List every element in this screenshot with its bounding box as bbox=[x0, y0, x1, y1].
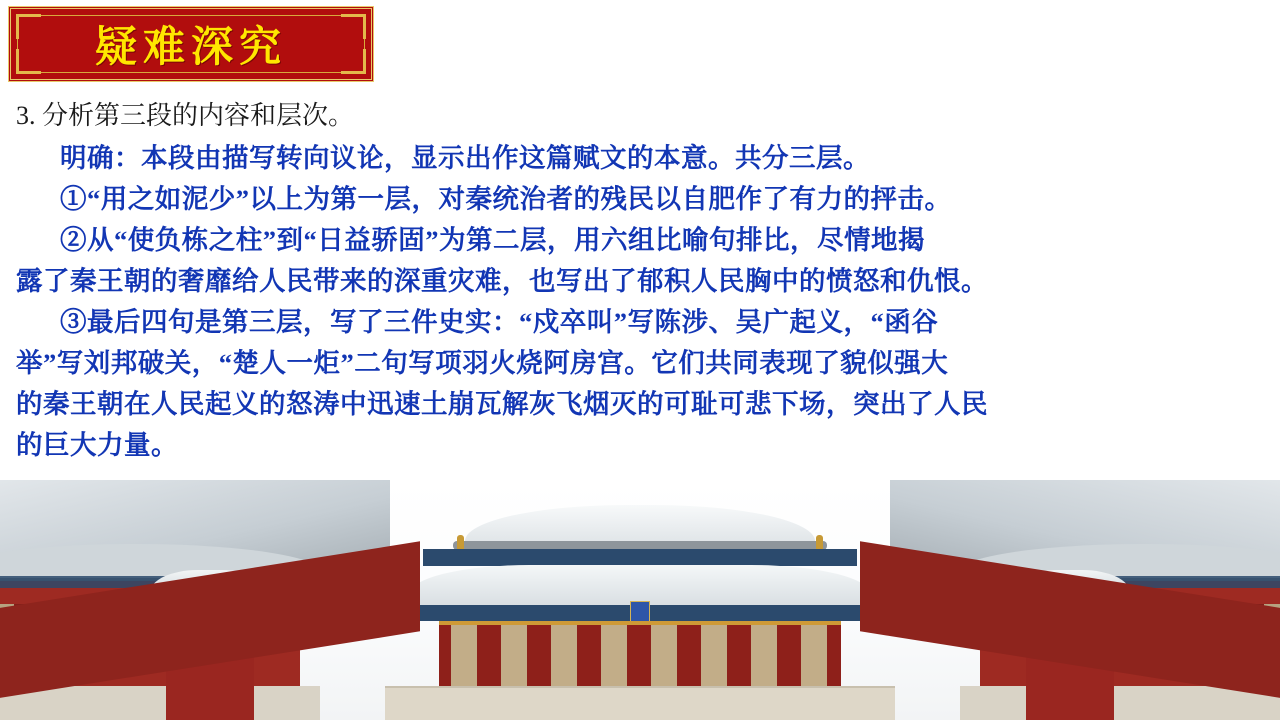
answer-line-8: 的巨大力量。 bbox=[16, 430, 178, 460]
answer-line-7: 的秦王朝在人民起义的怒涛中迅速土崩瓦解灰飞烟灭的可耻可悲下场，突出了人民 bbox=[16, 389, 988, 419]
answer-line-6: 举”写刘邦破关，“楚人一炬”二句写项羽火烧阿房宫。它们共同表现了貌似强大 bbox=[16, 348, 949, 378]
main-hall-facade bbox=[439, 621, 841, 690]
answer-line-2: ①“用之如泥少”以上为第一层，对秦统治者的残民以自肥作了有力的抨击。 bbox=[60, 184, 952, 214]
page-title: 疑难深究 bbox=[94, 25, 287, 71]
marble-terrace bbox=[385, 686, 895, 720]
answer-line-5: ③最后四句是第三层，写了三件史实：“戍卒叫”写陈涉、吴广起义，“函谷 bbox=[60, 307, 939, 337]
main-hall-upper-roof bbox=[465, 505, 815, 545]
section-title-banner bbox=[8, 6, 374, 82]
answer-line-3: ②从“使负栋之柱”到“日益骄固”为第二层，用六组比喻句排比，尽情地揭 bbox=[60, 225, 925, 255]
answer-line-1: 明确：本段由描写转向议论，显示出作这篇赋文的本意。共分三层。 bbox=[60, 143, 870, 173]
answer-line-4: 露了秦王朝的奢靡给人民带来的深重灾难，也写出了郁积人民胸中的愤怒和仇恨。 bbox=[16, 266, 988, 296]
main-hall-upper-eave bbox=[423, 549, 857, 566]
question-line: 3. 分析第三段的内容和层次。 bbox=[16, 101, 355, 130]
palace-photo bbox=[0, 480, 1280, 720]
main-hall bbox=[405, 505, 875, 720]
slide-body bbox=[16, 96, 1266, 466]
main-hall-columns bbox=[439, 625, 841, 690]
